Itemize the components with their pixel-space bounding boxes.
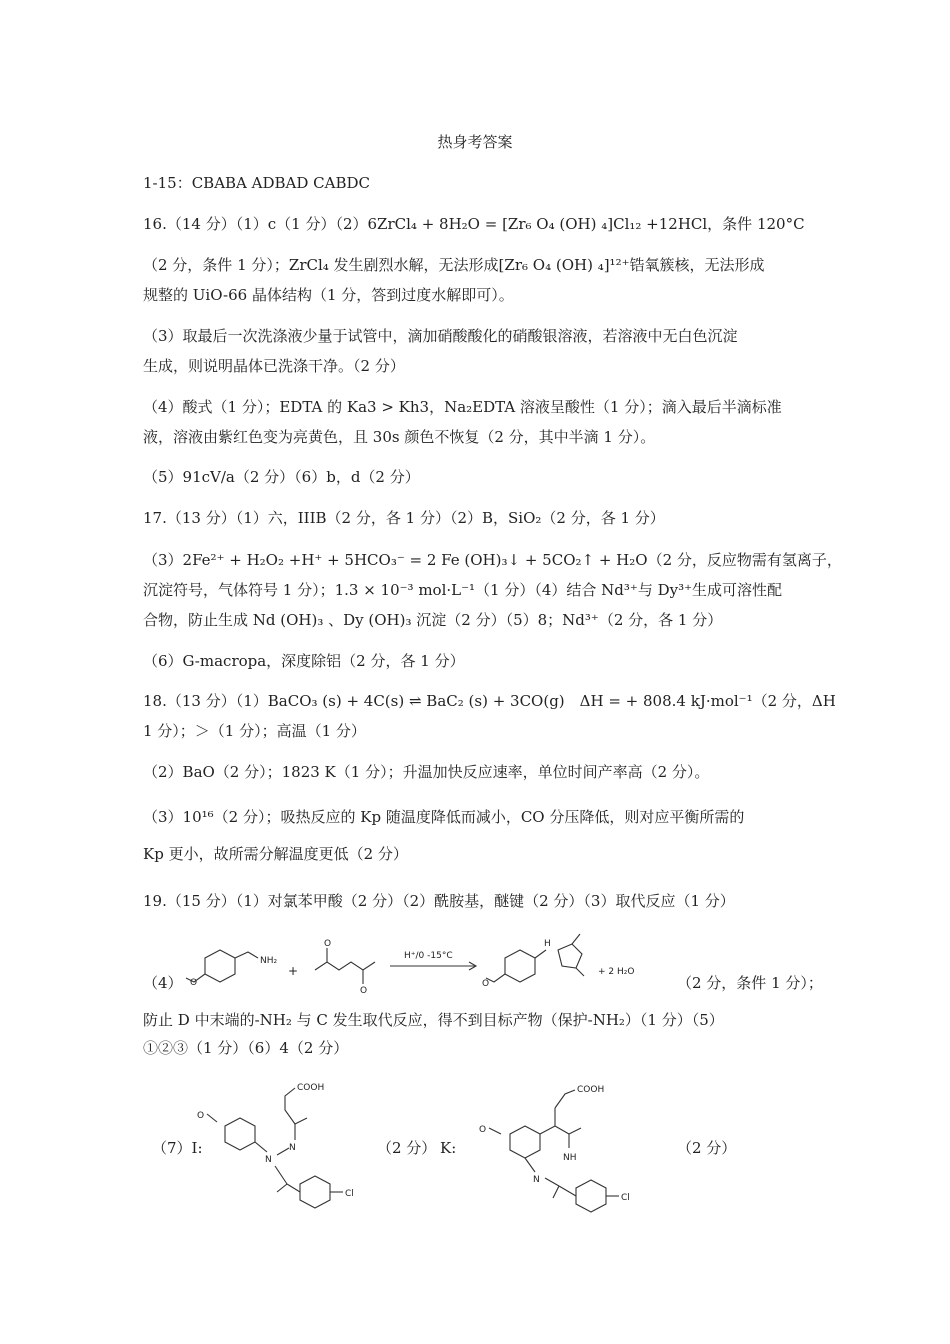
- answer-line: 生成，则说明晶体已洗涤干净。（2 分）: [143, 357, 405, 375]
- nh-label: H: [544, 939, 551, 949]
- nh2-label: NH₂: [260, 956, 278, 966]
- atom-label: O: [324, 939, 332, 949]
- answer-line: （3）10¹⁶（2 分）；吸热反应的 Kp 随温度降低而减小，CO 分压降低，则对应平衡所需的: [143, 808, 745, 826]
- answer-line: 合物，防止生成 Nd (OH)₃ 、Dy (OH)₃ 沉淀（2 分）（5）8；Nd³⁺（2 分，各 1 分）: [143, 611, 723, 629]
- hexanedione-structure: [315, 939, 375, 996]
- answer-line: 18.（13 分）（1）BaCO₃ (s) + 4C(s) ⇌ BaC₂ (s) + 3CO(g) ΔH = + 808.4 kJ·mol⁻¹（2 分，ΔH: [143, 692, 836, 710]
- answer-line: 防止 D 中末端的-NH₂ 与 C 发生取代反应，得不到目标产物（保护-NH₂）（1 分）（5）: [143, 1011, 724, 1029]
- answer-line: （6）G-macropa，深度除铝（2 分，各 1 分）: [143, 652, 465, 670]
- cooh-label: COOH: [297, 1083, 325, 1093]
- answer-line: 16.（14 分）（1）c（1 分）（2）6ZrCl₄ + 8H₂O = [Zr₆ O₄ (OH) ₄]Cl₁₂ +12HCl，条件 120°C: [143, 215, 805, 233]
- answer-line: （3）取最后一次洗涤液少量于试管中，滴加硝酸酸化的硝酸银溶液，若溶液中无白色沉淀: [143, 327, 738, 345]
- atom-label: O: [482, 979, 490, 989]
- atom-label: O: [197, 1111, 205, 1121]
- atom-label: O: [479, 1125, 487, 1135]
- answer-line: （5）91cV/a（2 分）（6）b，d（2 分）: [143, 468, 420, 486]
- answer-line: （2 分，条件 1 分）；ZrCl₄ 发生剧烈水解，无法形成[Zr₆ O₄ (OH) ₄]¹²⁺锆氧簇核，无法形成: [143, 256, 765, 274]
- q19-7-score-i: （2 分）: [377, 1139, 437, 1157]
- cooh-label: COOH: [577, 1085, 605, 1095]
- atom-label: Cl: [621, 1193, 630, 1203]
- answer-line: 1-15：CBABA ADBAD CABDC: [143, 174, 370, 192]
- q19-7-label-k: K:: [440, 1139, 457, 1157]
- plus-sign: +: [288, 964, 299, 978]
- answer-line: 液，溶液由紫红色变为亮黄色，且 30s 颜色不恢复（2 分，其中半滴 1 分）。: [143, 428, 656, 446]
- condition-label: H⁺/0 -15°C: [404, 951, 453, 961]
- answer-line: 19.（15 分）（1）对氯苯甲酸（2 分）（2）酰胺基，醚键（2 分）（3）取代反应（1 分）: [143, 892, 735, 910]
- pyrrole-product-structure: [482, 934, 584, 989]
- reaction-scheme-diagram: [180, 930, 670, 1000]
- q19-7-score-k: （2 分）: [677, 1139, 737, 1157]
- structure-i-diagram: [195, 1080, 375, 1210]
- answer-line: （2）BaO（2 分）；1823 K（1 分）；升温加快反应速率，单位时间产率高（2 分）。: [143, 763, 710, 781]
- water-label: + 2 H₂O: [598, 967, 635, 977]
- atom-label: N: [533, 1175, 540, 1185]
- atom-label: O: [190, 978, 198, 988]
- atom-label: Cl: [345, 1189, 354, 1199]
- answer-line: （4）酸式（1 分）；EDTA 的 Ka3 > Kh3，Na₂EDTA 溶液呈酸性（1 分）；滴入最后半滴标准: [143, 398, 782, 416]
- answer-line: 规整的 UiO-66 晶体结构（1 分，答到过度水解即可）。: [143, 286, 514, 304]
- methoxyphenylhydrazine-structure: [186, 950, 278, 988]
- atom-label: N: [289, 1143, 296, 1153]
- atom-label: O: [360, 986, 368, 996]
- page-title: 热身考答案: [437, 133, 513, 151]
- answer-line: 沉淀符号，气体符号 1 分）；1.3 × 10⁻³ mol·L⁻¹（1 分）（4）结合 Nd³⁺与 Dy³⁺生成可溶性配: [143, 581, 783, 599]
- q19-7-label-i: （7）I:: [152, 1139, 203, 1157]
- q19-4-label: （4）: [143, 974, 183, 992]
- q19-4-score: （2 分，条件 1 分）；: [677, 974, 823, 992]
- atom-label: NH: [563, 1153, 577, 1163]
- answer-line: （3）2Fe²⁺ + H₂O₂ +H⁺ + 5HCO₃⁻ = 2 Fe (OH)₃↓ + 5CO₂↑ + H₂O（2 分，反应物需有氢离子，: [143, 551, 842, 569]
- atom-label: N: [265, 1155, 272, 1165]
- structure-k-diagram: [475, 1080, 675, 1215]
- answer-line: 1 分）；＞（1 分）；高温（1 分）: [143, 722, 366, 740]
- answer-line: Kp 更小，故所需分解温度更低（2 分）: [143, 845, 408, 863]
- answer-line: 17.（13 分）（1）六，IIIB（2 分，各 1 分）（2）B，SiO₂（2 分，各 1 分）: [143, 509, 665, 527]
- answer-line: ①②③（1 分）（6）4（2 分）: [143, 1039, 349, 1057]
